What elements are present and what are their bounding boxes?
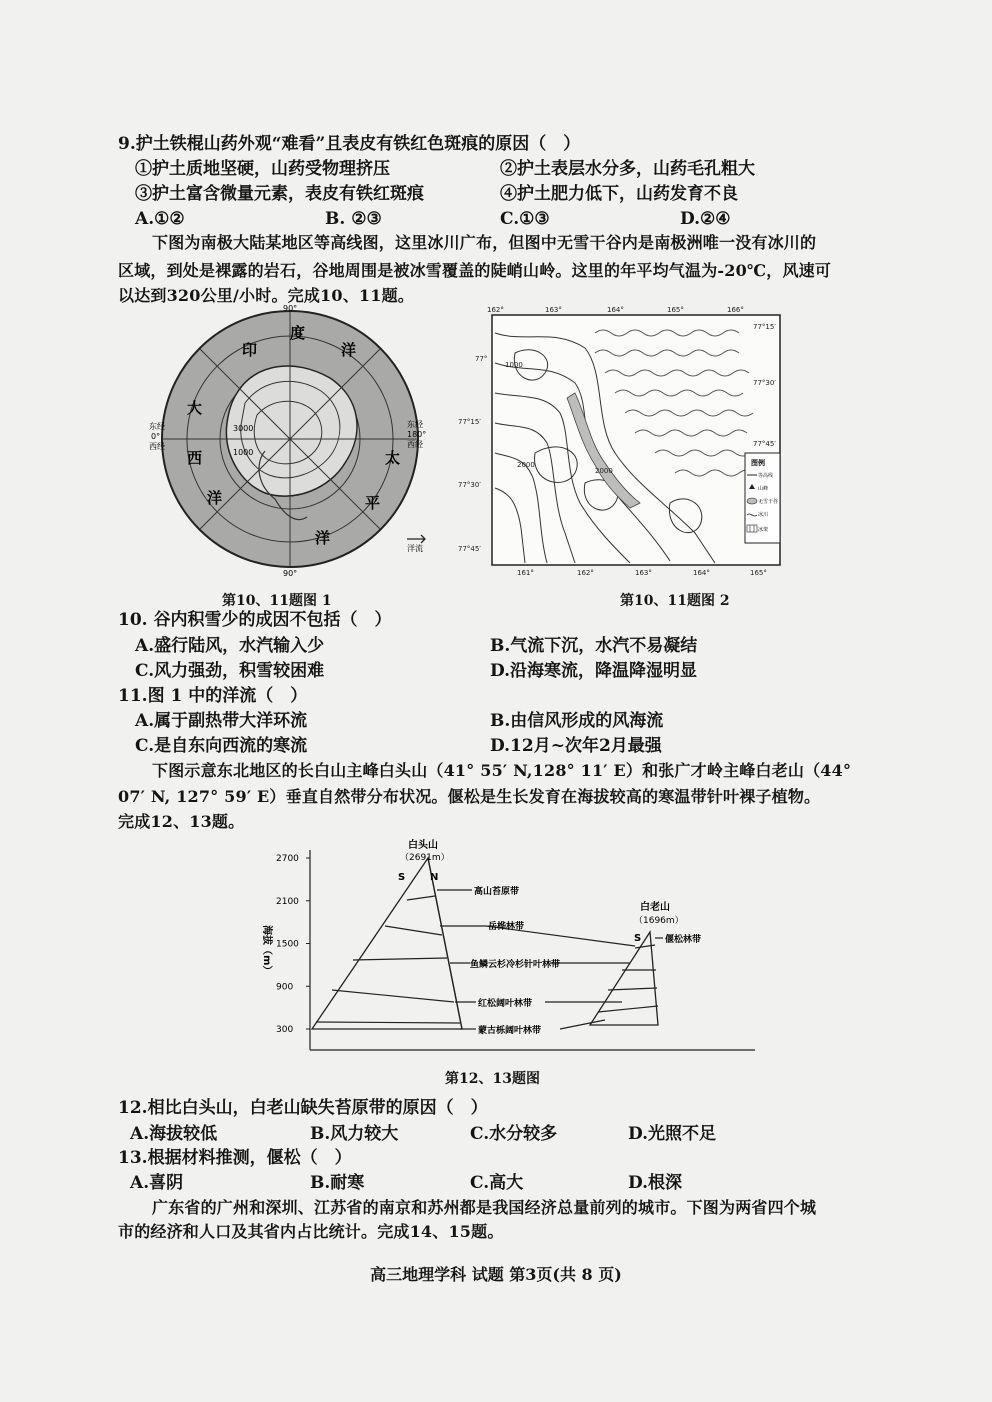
q12-option-d: D.光照不足 [628,1124,717,1144]
fig1-right-label-2: 180° [407,430,427,439]
fig1-left-label-1: 东经 [149,422,165,431]
intro-12-13-line3: 完成12、13题。 [118,812,245,831]
fig1-top-degree: 90° [283,304,298,313]
ocean-char-8: 平 [365,494,381,512]
intro-10-11-line1: 下图为南极大陆某地区等高线图，这里冰川广布，但图中无雪干谷内是南极洲唯一没有冰川的 [152,233,817,252]
fig2-legend [745,453,780,543]
intro-10-11-line2: 区域，到处是裸露的岩石，谷地周围是被冰雪覆盖的陡峭山岭。这里的年平均气温为-20℃，风速可 [118,261,832,280]
q9-statement-1: ①护土质地坚硬，山药受物理挤压 [135,159,390,179]
q9-option-d: D.②④ [680,209,731,229]
fig2-caption: 第10、11题图 2 [620,593,730,609]
fig2-legend-item-4: 冰川 [758,512,769,518]
belt-alpine-tundra: 高山苔原带 [474,887,520,897]
intro-10-11-line3: 以达到320公里/小时。完成10、11题。 [118,286,414,305]
fig2-contour-1000: 1000 [505,361,523,369]
y-tick-label: 300 [276,1025,294,1035]
q13-option-d: D.根深 [628,1173,683,1193]
peak1-name: 白头山 [408,840,438,851]
zonation-caption: 第12、13题图 [445,1071,540,1087]
fig2-top-tick-5: 166° [727,306,744,314]
dry-valley-contour-map [455,303,785,578]
ocean-char-6: 洋 [207,489,223,507]
belt-korean-pine-forest: 红松阔叶林带 [478,999,533,1009]
fig2-contour-2000-a: 2000 [517,461,535,469]
fig1-bottom-degree: 90° [283,569,298,578]
fig1-right-label-1: 东经 [407,420,423,429]
peak1-elevation: （2691m） [400,853,450,863]
fig2-bottom-tick-2: 162° [577,569,594,577]
q13-option-b: B.耐寒 [310,1173,365,1193]
fig2-left-tick-2: 77°15′ [458,418,481,426]
belt-mongolian-oak-forest: 蒙古栎阔叶林带 [478,1026,542,1036]
q11-stem: 11.图 1 中的洋流（ ） [118,686,308,706]
peak1-south-label: S [398,872,406,883]
fig2-right-tick-2: 77°30′ [753,379,776,387]
fig2-top-tick-1: 162° [487,306,504,314]
fig2-top-tick-2: 163° [545,306,562,314]
intro-14-15-line2: 市的经济和人口及其省内占比统计。完成14、15题。 [118,1222,504,1241]
fig2-legend-item-3: 无雪干谷 [758,499,779,505]
fig2-right-tick-1: 77°15′ [753,323,776,331]
q10-option-d: D.沿海寒流，降温降湿明显 [490,661,698,681]
q9-option-a: A.①② [135,209,185,229]
q13-stem: 13.根据材料推测，偃松（ ） [118,1148,352,1168]
ocean-char-1: 印 [242,341,258,359]
fig2-left-tick-4: 77°45′ [458,545,481,553]
fig2-left-tick-3: 77°30′ [458,481,481,489]
baitou-mountain [312,858,462,1029]
ocean-char-2: 度 [290,324,306,342]
y-tick-label: 900 [276,982,294,993]
ocean-char-5: 西 [187,449,203,467]
fig2-legend-item-1: 等高线 [758,473,774,479]
q9-option-c: C.①③ [500,209,550,229]
q9-stem: 9.护土铁棍山药外观“难看”且表皮有铁红色斑痕的原因（ ） [118,134,581,154]
peak2-name: 白老山 [640,902,670,913]
current-arrow-icon [407,535,425,543]
q12-option-b: B.风力较大 [310,1124,399,1144]
q9-option-b: B. ②③ [325,209,382,229]
peak1-north-label: N [430,872,439,883]
fig1-legend-current: 洋流 [407,544,423,553]
q12-option-c: C.水分较多 [470,1124,558,1144]
q12-stem: 12.相比白头山，白老山缺失苔原带的原因（ ） [118,1098,488,1118]
fig2-bottom-tick-4: 164° [693,569,710,577]
q9-statement-3: ③护土富含微量元素，表皮有铁红斑痕 [135,184,424,204]
ocean-char-7: 太 [385,449,401,467]
belt-birch-forest: 岳桦林带 [488,922,525,932]
fig2-legend-item-5: 冰架 [758,527,769,533]
fig2-bottom-tick-1: 161° [517,569,534,577]
intro-12-13-line1: 下图示意东北地区的长白山主峰白头山（41° 55′ N,128° 11′ E）和张广才岭主峰白老山（44° [152,761,852,780]
q10-option-c: C.风力强劲，积雪较困难 [135,661,325,681]
y-tick-label: 2700 [276,854,299,864]
belt-spruce-fir-forest: 鱼鳞云杉冷杉针叶林带 [470,960,561,970]
q13-option-c: C.高大 [470,1173,524,1193]
q11-option-b: B.由信风形成的风海流 [490,711,664,731]
q12-option-a: A.海拔较低 [130,1124,218,1144]
fig2-left-tick-1: 77° [475,355,488,363]
q9-statement-2: ②护土表层水分多，山药毛孔粗大 [500,159,755,179]
ocean-char-9: 洋 [315,529,331,547]
fig1-contour-1000: 1000 [233,448,254,457]
intro-14-15-line1: 广东省的广州和深圳、江苏省的南京和苏州都是我国经济总量前列的城市。下图为两省四个城 [152,1198,817,1217]
fig2-legend-title: 图例 [751,459,765,467]
ocean-char-3: 洋 [341,341,357,359]
q11-option-d: D.12月~次年2月最强 [490,736,662,756]
page-footer: 高三地理学科 试题 第3页(共 8 页) [370,1265,622,1284]
q10-option-a: A.盛行陆风，水汽输入少 [135,636,325,656]
vertical-zonation-diagram [250,830,770,1060]
y-tick-label: 1500 [276,939,299,950]
peak2-elevation: （1696m） [634,916,684,926]
q10-option-b: B.气流下沉，水汽不易凝结 [490,636,698,656]
q11-option-a: A.属于副热带大洋环流 [135,711,308,731]
fig2-bottom-tick-5: 165° [750,569,767,577]
fig1-contour-3000: 3000 [233,424,254,433]
y-axis-label: 海拔（m） [261,925,272,976]
intro-12-13-line2: 07′ N, 127° 59′ E）垂直自然带分布状况。偃松是生长发育在海拔较高的寒温带针叶裸子植物。 [118,787,821,806]
fig2-legend-item-2: 山峰 [758,486,769,492]
fig1-left-label-3: 西经 [149,442,165,451]
ocean-char-4: 大 [187,399,203,417]
fig1-right-label-3: 西经 [407,440,423,449]
belt-dwarf-pine: 偃松林带 [665,935,702,945]
fig2-bottom-tick-3: 163° [635,569,652,577]
fig2-right-tick-3: 77°45′ [753,440,776,448]
q11-option-c: C.是自东向西流的寒流 [135,736,308,756]
fig2-top-tick-3: 164° [607,306,624,314]
antarctica-polar-map [145,303,435,578]
peak2-south-label: S [634,933,642,944]
fig1-left-label-2: 0° [151,432,161,441]
q13-option-a: A.喜阴 [130,1173,184,1193]
fig2-top-tick-4: 165° [667,306,684,314]
fig2-contour-2000-b: 2000 [595,467,613,475]
q9-statement-4: ④护土肥力低下，山药发育不良 [500,184,738,204]
fig1-caption: 第10、11题图 1 [222,593,332,609]
q10-stem: 10. 谷内积雪少的成因不包括（ ） [118,610,392,630]
y-tick-label: 2100 [276,896,299,907]
